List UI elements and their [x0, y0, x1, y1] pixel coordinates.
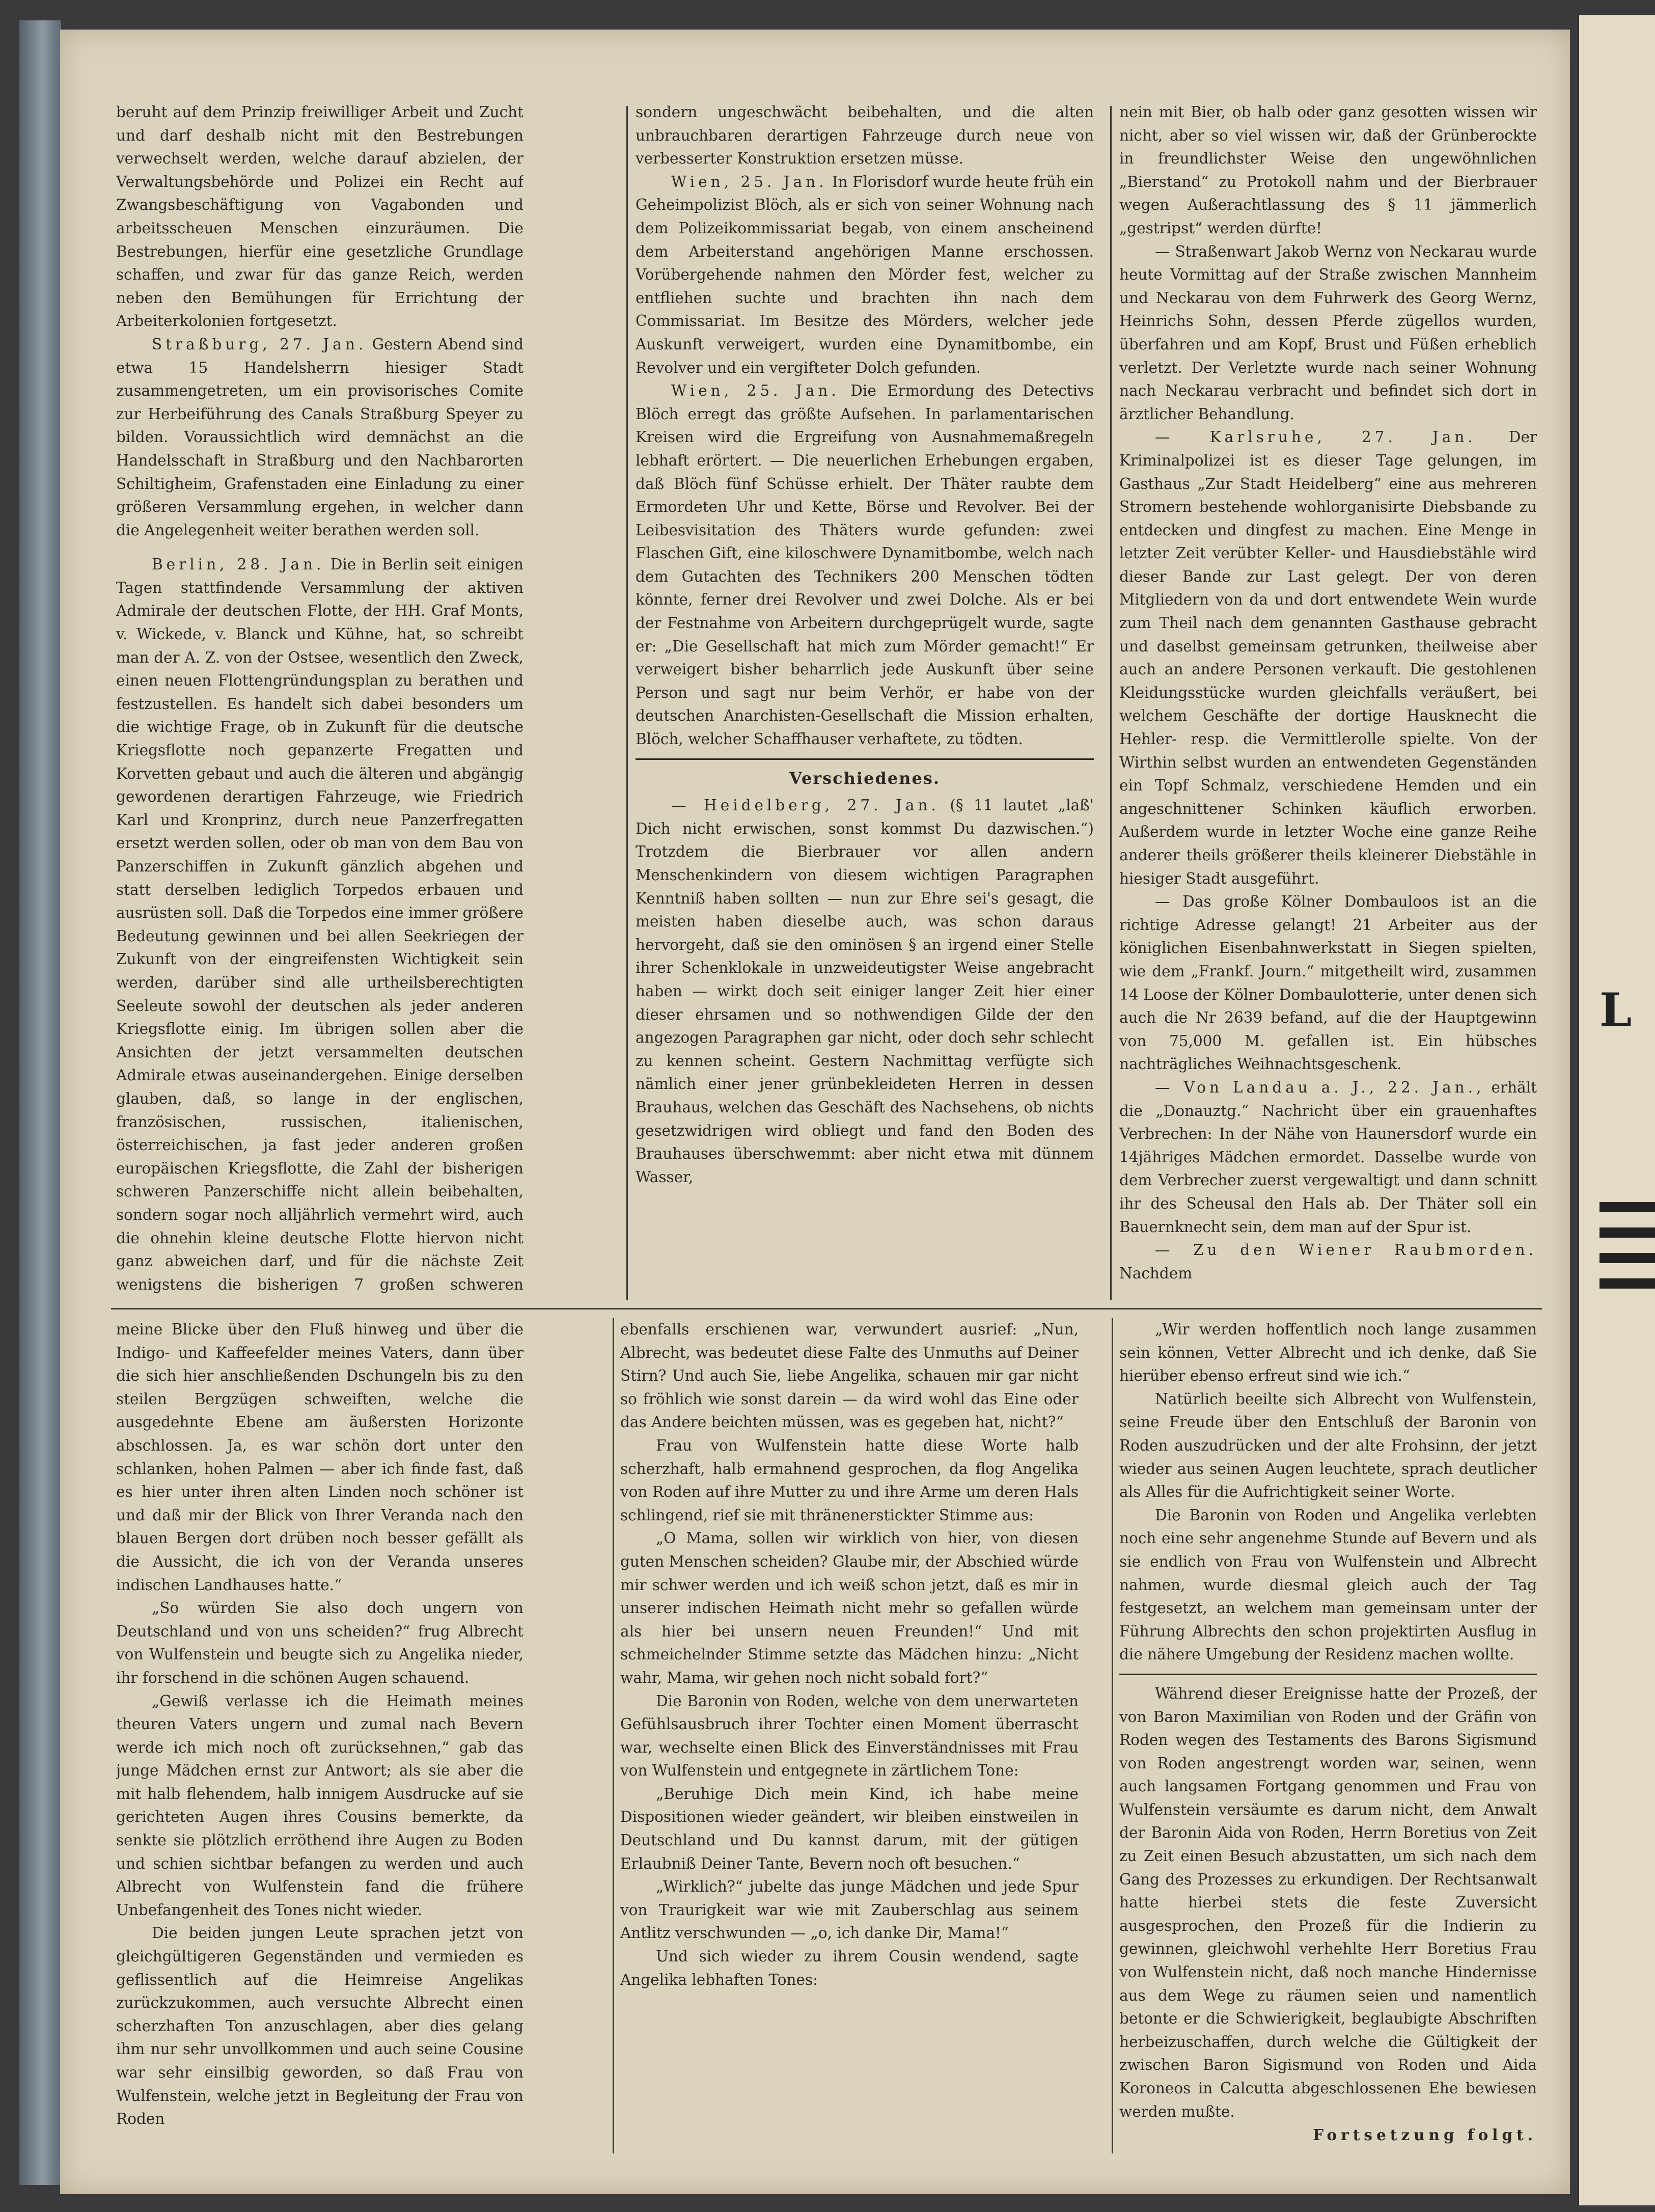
article-paragraph [620, 1527, 1079, 1689]
paragraph-text: Natürlich beeilte sich Albrecht von Wulfenstein, seine Freude über den Entschluß der Baronin von Roden auszudrücken und der alte Frohsinn, der jetzt wieder aus seinen Augen leuchtete, sprach deutlicher als Alles für die Aufrichtigkeit seiner Worte. [1119, 1390, 1537, 1501]
article-paragraph [1119, 1318, 1537, 1388]
article-paragraph [620, 1318, 1079, 1434]
bottom-column-1 [116, 1318, 523, 2159]
paragraph-gap [116, 542, 523, 553]
article-paragraph [636, 101, 1094, 171]
decorative-bar [1599, 1202, 1655, 1212]
article-paragraph [1119, 240, 1537, 426]
article-paragraph [116, 553, 523, 1298]
column-divider [613, 1318, 614, 2153]
article-paragraph [1119, 1388, 1537, 1504]
article-paragraph [636, 379, 1094, 751]
section-rule [636, 758, 1094, 760]
dateline: Straßburg, 27. Jan. [152, 335, 367, 353]
article-paragraph [116, 1690, 523, 1922]
article-paragraph [620, 1690, 1079, 1783]
paragraph-text: Die Baronin von Roden und Angelika verlebten noch eine sehr angenehme Stunde auf Bevern und als sie endlich von Frau von Wulfenstein und Albrecht nahmen, wurde diesmal gleich auch der Tag festgesetzt, an welchem man gemeinsam unter der Führung Albrechts den schon projektirten Ausflug in die nähere Umgebung der Residenz machen wollte. [1119, 1506, 1537, 1663]
paragraph-text: sondern ungeschwächt beibehalten, und die alten unbrauchbaren derartigen Fahrzeuge durch neue von verbesserter Konstruktion ersetzen müsse. [636, 103, 1094, 168]
dateline: Wien, 25. Jan. [671, 382, 840, 400]
article-paragraph [620, 1945, 1079, 1991]
dateline: Berlin, 28. Jan. [152, 556, 325, 574]
paragraph-text: erhält die „Donauztg.“ Nachricht über ein grauenhaftes Verbrechen: In der Nähe von Haunersdorf wurde ein 14jähriges Mädchen ermordet. Dasselbe wurde von dem Verbrecher zuerst vergewaltigt und dann schnitt ihr des Scheusal den Hals ab. Der Thäter soll ein Bauernknecht sein, dem man auf der Spur ist. [1119, 1078, 1537, 1236]
top-column-2 [636, 101, 1094, 1298]
paragraph-text: „Beruhige Dich mein Kind, ich habe meine Dispositionen wieder geändert, wir bleiben einstweilen in Deutschland und Du kannst darum, mit der gütigen Erlaubniß Deiner Tante, Bevern noch oft besuchen.“ [620, 1785, 1079, 1872]
paragraph-text: Frau von Wulfenstein hatte diese Worte halb scherzhaft, halb ermahnend gesprochen, da flog Angelika von Roden auf ihre Mutter zu und ihre Arme um deren Hals schlingend, rief sie mit thränenerstickter Stimme aus: [620, 1436, 1079, 1524]
article-paragraph [116, 1922, 523, 2131]
paragraph-text: — Straßenwart Jakob Wernz von Neckarau wurde heute Vormittag auf der Straße zwischen Mannheim und Neckarau von dem Fuhrwerk des Georg Wernz, Heinrichs Sohn, dessen Pferde zügellos wurden, überfahren und am Kopf, Brust und Füßen erheblich verletzt. Der Verletzte wurde nach seiner Wohnung nach Neckarau verbracht und befindet sich dort in ärztlicher Behandlung. [1119, 242, 1537, 423]
decorative-bar [1599, 1278, 1655, 1289]
paragraph-text: „Gewiß verlasse ich die Heimath meines theuren Vaters ungern und zumal nach Bevern werde ich mich noch oft zurücksehnen,“ gab das junge Mädchen ernst zur Antwort; als sie aber die mit halb flehendem, halb innigem Ausdrucke auf sie gerichteten Augen ihres Cousins bemerkte, da senkte sie plötzlich erröthend ihre Augen zu Boden und schien sichtbar befangen zu werden und auch Albrecht von Wulfenstein fand die frühere Unbefangenheit des Tones nicht wieder. [116, 1692, 523, 1919]
top-column-1 [116, 101, 523, 1298]
article-paragraph [1119, 1239, 1537, 1285]
paragraph-text: meine Blicke über den Fluß hinweg und über die Indigo- und Kaffeefelder meines Vaters, dann über die sich hier anschließenden Dschungeln bis zu den steilen Bergzügen schweiften, welche die ausgedehnte Ebene am äußersten Horizonte abschlossen. Ja, es war schön dort unter den schlanken, hohen Palmen — aber ich finde fast, daß es hier unter ihren alten Linden noch schöner ist und daß mir der Blick von Ihrer Veranda nach den blauen Bergen dort drüben noch besser gefällt als die Aussicht, die ich von der Veranda unseres indischen Landhauses hatte.“ [116, 1321, 523, 1594]
paragraph-text: nein mit Bier, ob halb oder ganz gesotten wissen wir nicht, aber so viel wissen wir, daß der Grünberockte in freundlichster Weise den ungewöhnlichen „Bierstand“ zu Protokoll nahm und der Bierbrauer wegen Außerachtlassung des § 11 jämmerlich „gestripst“ werden dürfte! [1119, 103, 1537, 237]
bottom-column-3 [1119, 1318, 1537, 2159]
paragraph-text: Die beiden jungen Leute sprachen jetzt von gleichgültigeren Gegenständen und vermieden es geflissentlich auf die Heimreise Angelikas zurückzukommen, auch versuchte Albrecht einen scherzhaften Ton anzuschlagen, aber dies gelang ihm nur sehr unvollkommen und auch seine Cousine war sehr einsilbig geworden, so daß Frau von Wulfenstein, welche jetzt in Begleitung der Frau von Roden [116, 1924, 523, 2128]
dateline: — Zu den Wiener Raubmorden. [1155, 1241, 1537, 1259]
decorative-bar [1599, 1227, 1655, 1238]
paragraph-text: Die in Berlin seit einigen Tagen stattfindende Versammlung der aktiven Admirale der deutschen Flotte, der HH. Graf Monts, v. Wickede, v. Blanck und Kühne, hat, so schreibt man der A. Z. von der Ostsee, wesentlich den Zweck, einen neuen Flottengründungsplan zu berathen und festzustellen. Es handelt sich dabei besonders um die wichtige Frage, ob in Zukunft für die deutsche Kriegsflotte noch gepanzerte Fregatten und Korvetten gebaut und auch die älteren und abgängig gewordenen derartigen Fahrzeuge, wie Friedrich Karl und Kronprinz, durch neue Panzerfregatten ersetzt werden sollen, oder ob man von dem Bau von Panzerschiffen in Zukunft gänzlich abgehen und statt derselben lediglich Torpedos erbauen und ausrüsten soll. Daß die Torpedos eine immer größere Bedeutung gewinnen und bei allen Seekriegen der Zukunft von der eingreifensten Wichtigkeit sein werden, darüber sind alle urtheilsberechtigten Seeleute sowohl der deutschen als jeder anderen Kriegsflotte einig. Im übrigen sollen aber die Ansichten der jetzt versammelten deutschen Admirale etwas auseinandergehen. Einige derselben glauben, daß, so lange in der englischen, französischen, russischen, italienischen, österreichischen, ja fast jeder anderen großen europäischen Kriegsflotte, die Zahl der bisherigen schweren Panzerschiffe nicht allein beibehalten, sondern sogar noch alljährlich vermehrt wird, auch die ohnehin kleine deutsche Flotte hiervon nicht ganz abweichen darf, und für die nächste Zeit wenigstens die bisherigen 7 großen schweren [116, 556, 523, 1293]
paragraph-text: In Florisdorf wurde heute früh ein Geheimpolizist Blöch, als er sich von seiner Wohnung nach dem Polizeikommissariat begab, von einem anscheinend dem Arbeiterstand angehörigen Manne erschossen. Vorübergehende nahmen den Mörder fest, welcher zu entfliehen suchte und brachten ihn nach dem Commissariat. Im Besitze des Mörders, welcher jede Auskunft verweigert, wurden eine Dynamitbombe, ein Revolver und ein vergifteter Dolch gefunden. [636, 173, 1094, 376]
book-binding [19, 20, 61, 2185]
column-divider [626, 106, 628, 1300]
paragraph-text: „O Mama, sollen wir wirklich von hier, von diesen guten Menschen scheiden? Glaube mir, der Abschied würde mir schwer werden und ich weiß schon jetzt, daß es mir in unserer indischen Heimath nicht mehr so gefallen würde als hier bei unsern neuen Freunden!“ Und mit schmeichelnder Stimme setzte das Mädchen hinzu: „Nicht wahr, Mama, wir gehen noch nicht sobald fort?“ [620, 1530, 1079, 1686]
newspaper-page [60, 30, 1570, 2194]
paragraph-text: Und sich wieder zu ihrem Cousin wendend, sagte Angelika lebhaften Tones: [620, 1948, 1079, 1988]
dateline: — Karlsruhe, 27. Jan. [1155, 428, 1476, 446]
article-paragraph [1119, 1076, 1537, 1239]
top-column-3 [1119, 101, 1537, 1298]
adjacent-page-edge [1578, 15, 1655, 2205]
dateline: Wien, 25. Jan. [671, 173, 828, 190]
article-paragraph [1119, 890, 1537, 1076]
decorative-bar [1599, 1253, 1655, 1263]
section-rule [1119, 1674, 1537, 1675]
article-paragraph [116, 1597, 523, 1689]
paragraph-text: Die Ermordung des Detectivs Blöch erregt das größte Aufsehen. In parlamentarischen Kreisen wird die Ergreifung von Ausnahmemaßregeln lebhaft erörtert. — Die neuerlichen Erhebungen ergaben, daß Blöch fünf Schüsse erhielt. Der Thäter raubte dem Ermordeten Uhr und Kette, Börse und Revolver. Bei der Leibesvisitation des Thäters wurde gefunden: zwei Flaschen Gift, eine kiloschwere Dynamitbombe, welch nach dem Gutachten des Technikers 200 Menschen tödten könnte, ferner drei Revolver und zwei Dolche. Als er bei der Festnahme von Arbeitern durchgeprügelt wurde, sagte er: „Die Gesellschaft hat mich zum Mörder gemacht!“ Er verweigert bisher beharrlich jede Auskunft über seine Person und sagt nur beim Verhör, er habe von der deutschen Anarchisten-Gesellschaft die Mission erhalten, Blöch, welcher Schaffhauser verhaftete, zu tödten. [636, 382, 1094, 748]
paragraph-text: ebenfalls erschienen war, verwundert ausrief: „Nun, Albrecht, was bedeutet diese Falte des Unmuths auf Deiner Stirn? Und auch Sie, liebe Angelika, schauen mir gar nicht so fröhlich wie sonst darein — da wird wohl das Eine oder das Andere beichten müssen, was es gegeben hat, nicht?“ [620, 1321, 1079, 1431]
article-paragraph [1119, 1504, 1537, 1667]
paragraph-text: „So würden Sie also doch ungern von Deutschland und von uns scheiden?“ frug Albrecht von Wulfenstein und beugte sich zu Angelika nieder, ihr forschend in die schönen Augen schauend. [116, 1599, 523, 1686]
paragraph-text: „Wir werden hoffentlich noch lange zusammen sein können, Vetter Albrecht und ich denke, daß Sie hierüber ebenso erfreut sind wie ich.“ [1119, 1321, 1537, 1385]
dateline: — Von Landau a. J., 22. Jan., [1155, 1078, 1485, 1096]
article-paragraph [116, 1318, 523, 1597]
article-paragraph [1119, 426, 1537, 890]
column-divider [1110, 106, 1112, 1300]
bottom-column-2 [620, 1318, 1079, 2159]
article-paragraph [116, 101, 523, 333]
article-paragraph [620, 1434, 1079, 1527]
paragraph-text: Gestern Abend sind etwa 15 Handelsherrn hiesiger Stadt zusammengetreten, um ein provisorisches Comite zur Herbeiführung des Canals Straßburg Speyer zu bilden. Voraussichtlich wird demnächst an die Handelsschaft in Straßburg und den Nachbarorten Schiltigheim, Grafenstaden eine Einladung zu einer größeren Versammlung ergehen, in welcher dann die Angelegenheit weiter berathen werden soll. [116, 335, 523, 539]
adjacent-page-heading: L [1599, 983, 1632, 1037]
article-paragraph [1119, 101, 1537, 240]
section-heading: Verschiedenes. [789, 768, 940, 788]
paragraph-text: Nachdem [1119, 1264, 1193, 1282]
paragraph-text: — Das große Kölner Dombauloos ist an die richtige Adresse gelangt! 21 Arbeiter aus der königlichen Eisenbahnwerkstatt in Siegen spielten, wie dem „Frankf. Journ.“ mitgetheilt wird, zusammen 14 Loose der Kölner Dombaulotterie, unter denen sich auch die Nr 2639 befand, auf die der Hauptgewinn von 75,000 M. gefallen ist. Ein hübsches nachträgliches Weihnachtsgeschenk. [1119, 893, 1537, 1073]
article-paragraph [116, 333, 523, 542]
column-divider [1112, 1318, 1113, 2153]
article-paragraph [636, 794, 1094, 1189]
paragraph-text: (§ 11 lautet „laß' Dich nicht erwischen, sonst kommst Du dazwischen.“) Trotzdem die Bierbrauer vor allen andern Menschenkindern von diesem wichtigen Paragraphen Kenntniß haben sollten — nun zur Ehre sei's gesagt, die meisten haben dieselbe auch, was schon daraus hervorgeht, daß sie den ominösen § an irgend einer Stelle ihrer Schenklokale in unzweideutigster Weise angebracht haben — wirkt doch seit einiger langer Zeit hier einer dieser ehrsamen und so nothwendigen Gilde der den angezogen Paragraphen gar nicht, oder doch sehr schlecht zu kennen scheint. Gestern Nachmittag verfügte sich nämlich einer jener grünbekleideten Herren in dessen Brauhaus, welchen das Geschäft des Nachsehens, ob nichts gesetzwidrigen wird obliegt und fand den Boden des Brauhauses überschwemmt: aber nicht etwa mit dünnem Wasser, [636, 797, 1094, 1186]
article-paragraph [1119, 1682, 1537, 2123]
paragraph-text: Während dieser Ereignisse hatte der Prozeß, der von Baron Maximilian von Roden und der Gräfin von Roden wegen des Testaments des Barons Sigismund von Roden angestrengt worden war, seinen, wenn auch langsamen Fortgang genommen und Frau von Wulfenstein versäumte es darum nicht, dem Anwalt der Baronin Aida von Roden, Herrn Boretius von Zeit zu Zeit einen Besuch abzustatten, um sich nach dem Gang des Prozesses zu erkundigen. Der Rechtsanwalt hatte hierbei stets die feste Zuversicht ausgesprochen, den Prozeß für die Indierin zu gewinnen, gleichwohl verhehlte Herr Boretius Frau von Wulfenstein nicht, daß noch manche Hindernisse aus dem Wege zu räumen seien und namentlich betonte er die Schwierigkeit, beglaubigte Abschriften herbeizuschaffen, durch welche die Gültigkeit der zwischen Baron Sigismund von Roden und Aida Koroneos in Calcutta abgeschlossenen Ehe bewiesen werden mußte. [1119, 1684, 1537, 2120]
article-paragraph [636, 171, 1094, 379]
paragraph-text: „Wirklich?“ jubelte das junge Mädchen und jede Spur von Traurigkeit war wie mit Zauberschlag aus seinem Antlitz verschwunden — „o, ich danke Dir, Mama!“ [620, 1878, 1079, 1942]
continuation-note: Fortsetzung folgt. [1313, 2126, 1537, 2144]
article-paragraph [620, 1875, 1079, 1945]
paragraph-text: beruht auf dem Prinzip freiwilliger Arbeit und Zucht und darf deshalb nicht mit den Bestrebungen verwechselt werden, welche darauf abzielen, der Verwaltungsbehörde und Polizei ein Recht auf Zwangsbeschäftigung von Vagabonden und arbeitsscheuen Menschen einzuräumen. Die Bestrebungen, hierfür eine gesetzliche Grundlage schaffen, und zwar für das ganze Reich, werden neben den Bemühungen für Errichtung der Arbeiterkolonien fortgesetzt. [116, 103, 523, 330]
paragraph-text: Der Kriminalpolizei ist es dieser Tage gelungen, im Gasthaus „Zur Stadt Heidelberg“ eine aus mehreren Stromern bestehende wohlorganisirte Diebsbande zu entdecken und dingfest zu machen. Eine Menge in letzter Zeit verübter Keller- und Hausdiebstähle wird dieser Bande zur Last gelegt. Der von deren Mitgliedern von da und dort entwendete Wein wurde zum Theil nach dem genannten Gasthause gebracht und daselbst gemeinsam getrunken, theilweise aber auch an andere Personen verkauft. Die gestohlenen Kleidungsstücke wurden gleichfalls veräußert, bei welchem Geschäfte der dortige Hausknecht die Hehler- resp. die Vermittlerolle spielte. Von der Wirthin selbst wurden an entwendeten Gegenständen ein Topf Schmalz, verschiedene Hemden und ein angeschnittener Schinken käuflich erworben. Außerdem wurde in letzter Woche eine ganze Reihe anderer theils größerer theils kleinerer Diebstähle in hiesiger Stadt ausgeführt. [1119, 428, 1537, 887]
dateline: — Heidelberg, 27. Jan. [671, 797, 940, 814]
paragraph-text: Die Baronin von Roden, welche von dem unerwarteten Gefühlsausbruch ihrer Tochter einen Moment überrascht war, wechselte einen Blick des Einverständnisses mit Frau von Wulfenstein und entgegnete in zärtlichem Tone: [620, 1692, 1079, 1780]
section-divider [111, 1308, 1542, 1309]
article-paragraph [620, 1783, 1079, 1875]
